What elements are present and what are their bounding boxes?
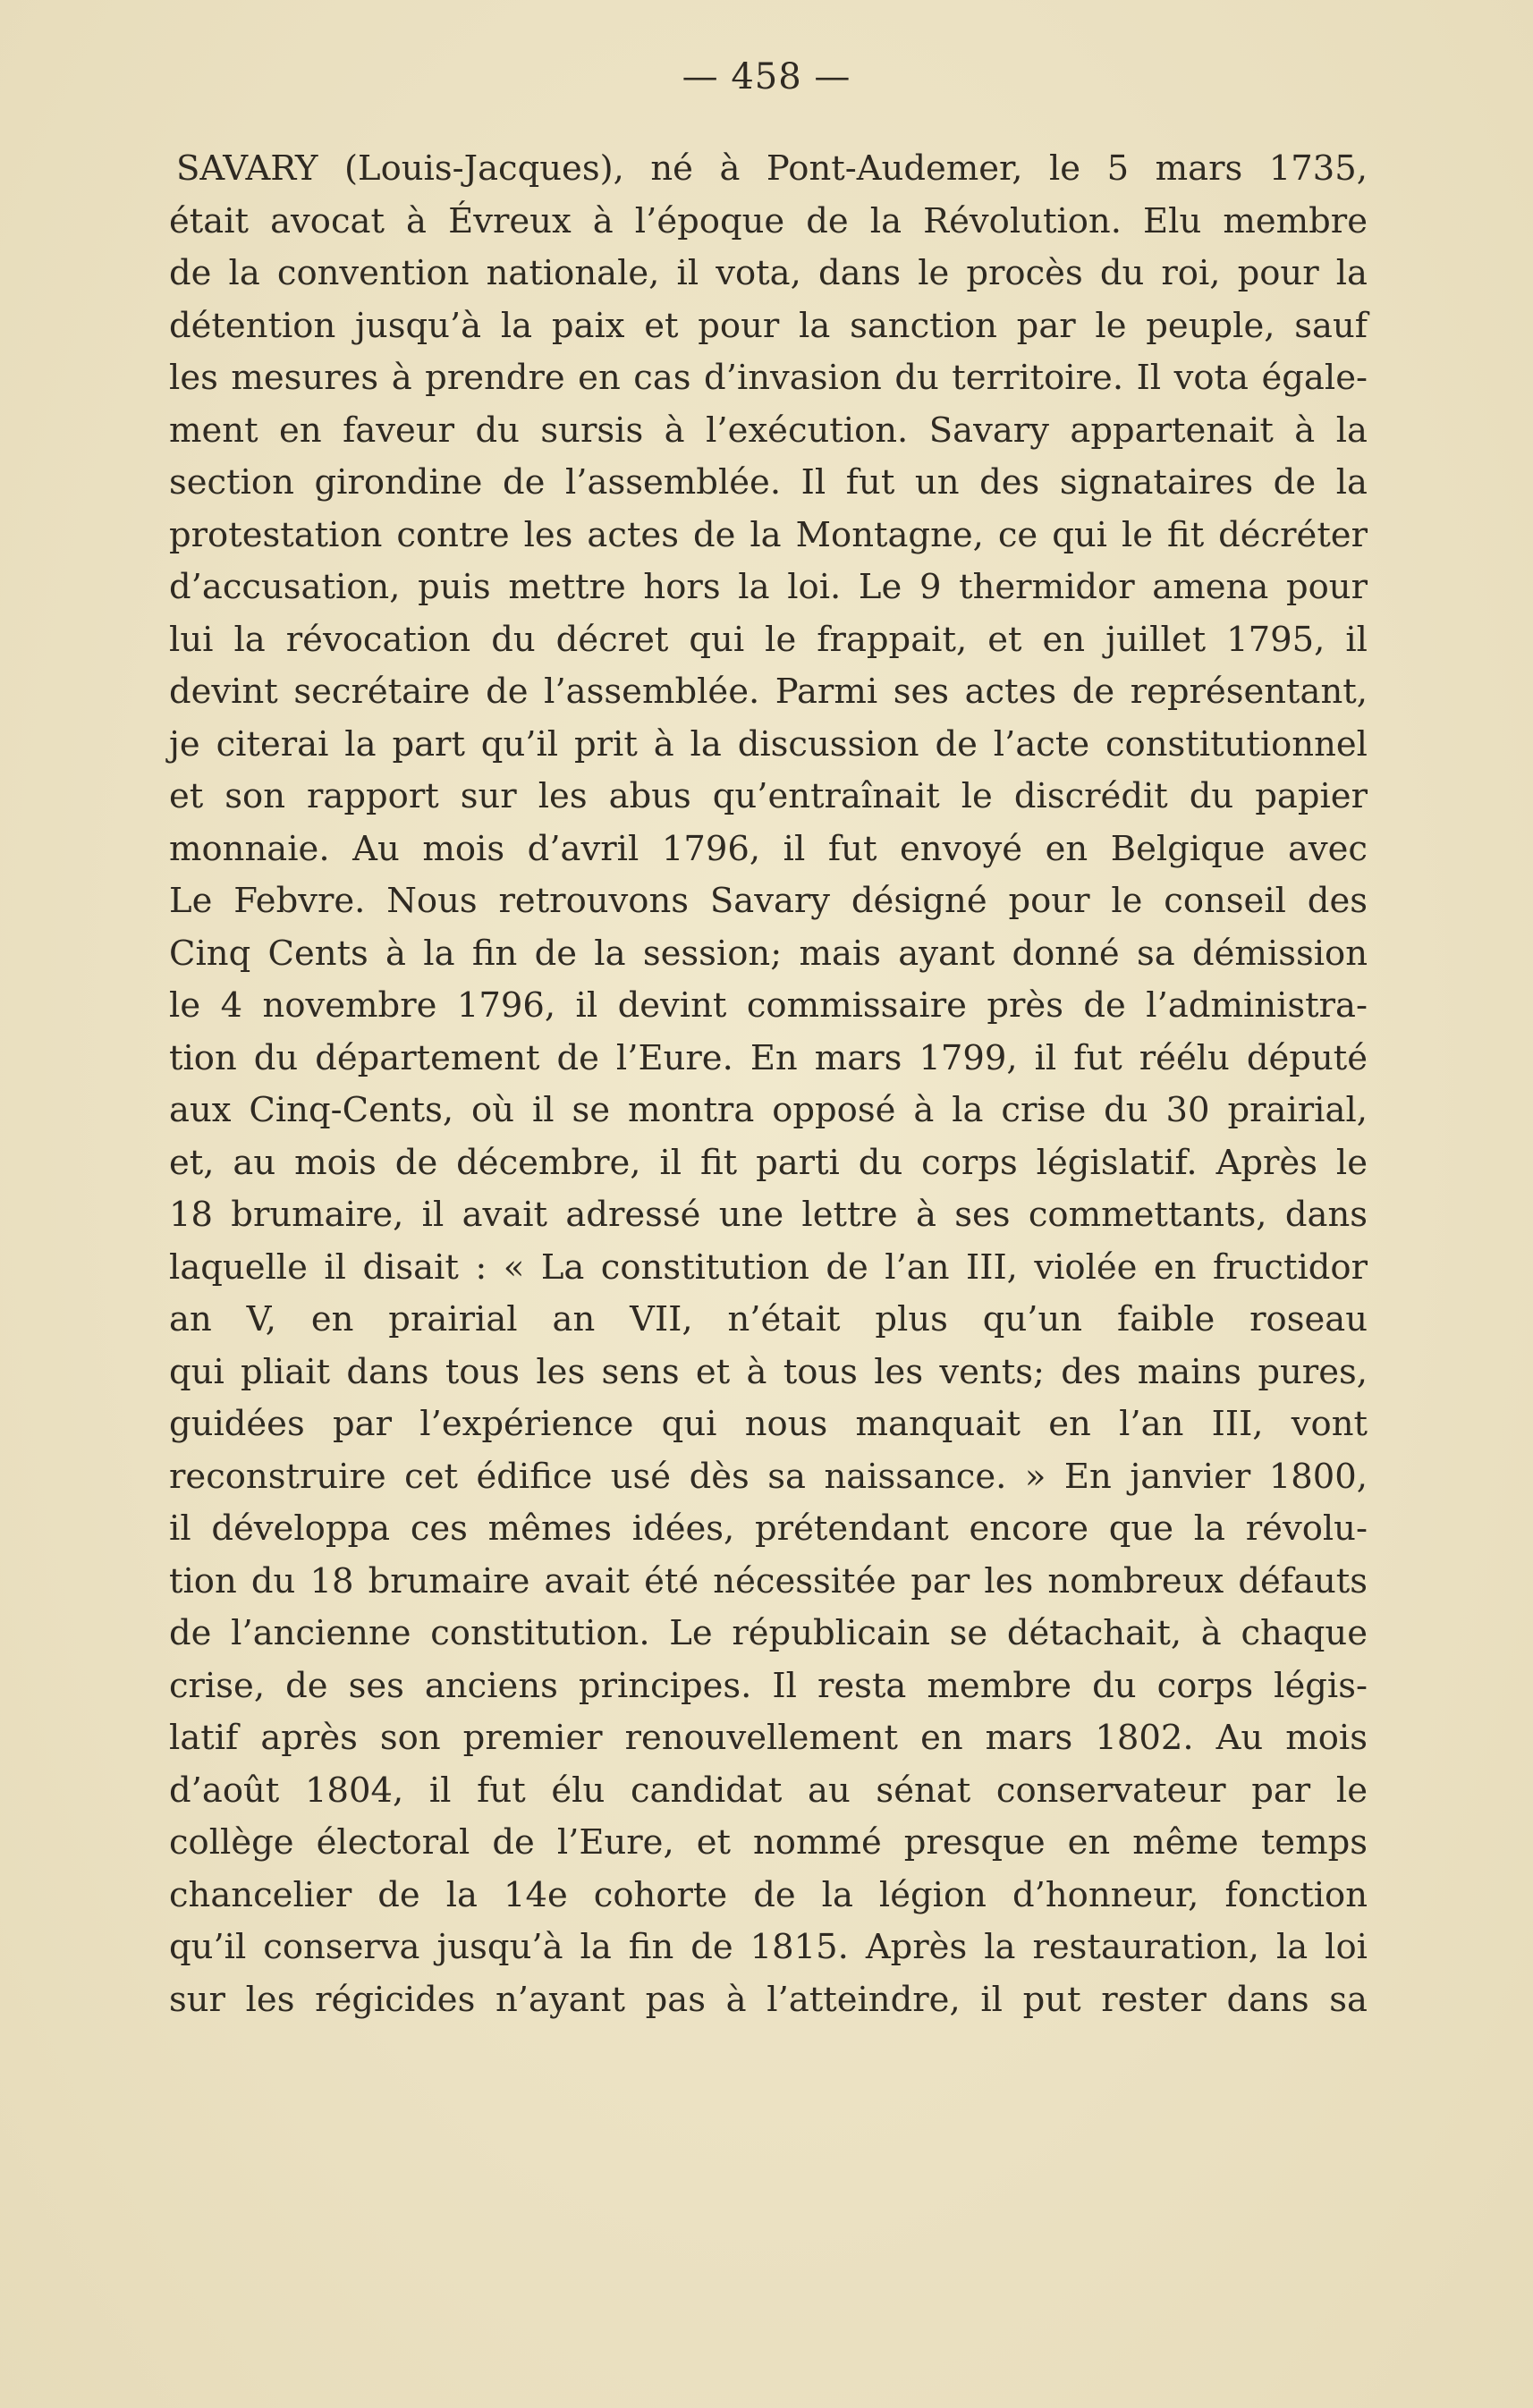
text-line: Le Febvre. Nous retrouvons Savary désigné pour le conseil des (169, 881, 1368, 921)
text-line: 18 brumaire, il avait adressé une lettre à ses commettants, dans (169, 1195, 1368, 1235)
body-text (169, 143, 1368, 2026)
text-line: devint secrétaire de l’assemblée. Parmi ses actes de représentant, (169, 672, 1368, 712)
text-line: d’accusation, puis mettre hors la loi. Le 9 thermidor amena pour (169, 567, 1368, 607)
text-line: tion du 18 brumaire avait été nécessitée par les nombreux défauts (169, 1560, 1368, 1601)
text-line: SAVARY (Louis-Jacques), né à Pont-Audemer, le 5 mars 1735, (176, 148, 1368, 189)
text-line: qui pliait dans tous les sens et à tous les vents; des mains pures, (169, 1351, 1368, 1392)
text-line: de l’ancienne constitution. Le républicain se détachait, à chaque (169, 1613, 1368, 1653)
text-line: crise, de ses anciens principes. Il resta membre du corps légis- (169, 1665, 1368, 1706)
text-line: an V, en prairial an VII, n’était plus qu’un faible roseau (169, 1299, 1368, 1339)
text-line: aux Cinq-Cents, où il se montra opposé à la crise du 30 prairial, (169, 1090, 1368, 1130)
text-line: tion du département de l’Eure. En mars 1799, il fut réélu député (169, 1037, 1368, 1078)
text-line: collège électoral de l’Eure, et nommé presque en même temps (169, 1822, 1368, 1863)
text-line: reconstruire cet édifice usé dès sa naissance. » En janvier 1800, (169, 1456, 1368, 1497)
text-line: qu’il conserva jusqu’à la fin de 1815. Après la restauration, la loi (169, 1927, 1368, 1967)
text-line: section girondine de l’assemblée. Il fut un des signataires de la (169, 462, 1368, 503)
text-line: et son rapport sur les abus qu’entraînait le discrédit du papier (169, 776, 1368, 816)
text-line: je citerai la part qu’il prit à la discussion de l’acte constitutionnel (169, 723, 1368, 765)
text-line: sur les régicides n’ayant pas à l’atteindre, il put rester dans sa (169, 1979, 1368, 2020)
text-line: lui la révocation du décret qui le frappait, et en juillet 1795, il (169, 619, 1368, 660)
text-line: il développa ces mêmes idées, prétendant encore que la révolu- (169, 1508, 1368, 1549)
text-line: les mesures à prendre en cas d’invasion du territoire. Il vota égale- (169, 358, 1368, 398)
text-line: et, au mois de décembre, il fit parti du corps législatif. Après le (169, 1142, 1368, 1183)
text-line: ment en faveur du sursis à l’exécution. Savary appartenait à la (169, 410, 1368, 451)
text-line: détention jusqu’à la paix et pour la sanction par le peuple, sauf (169, 305, 1368, 346)
text-line: monnaie. Au mois d’avril 1796, il fut envoyé en Belgique avec (169, 828, 1368, 869)
text-line: de la convention nationale, il vota, dans le procès du roi, pour la (169, 253, 1368, 293)
text-line: chancelier de la 14e cohorte de la légion d’honneur, fonction (169, 1874, 1368, 1915)
page-number: — 458 — (682, 56, 851, 97)
text-line: le 4 novembre 1796, il devint commissaire près de l’administra- (169, 985, 1368, 1026)
text-line: d’août 1804, il fut élu candidat au sénat conservateur par le (169, 1770, 1368, 1811)
text-line: latif après son premier renouvellement en mars 1802. Au mois (169, 1718, 1368, 1758)
text-line: protestation contre les actes de la Montagne, ce qui le fit décréter (169, 514, 1368, 555)
text-line: laquelle il disait : « La constitution de l’an III, violée en fructidor (169, 1246, 1368, 1288)
text-line: Cinq Cents à la fin de la session; mais ayant donné sa démission (169, 933, 1368, 974)
text-line: guidées par l’expérience qui nous manquait en l’an III, vont (169, 1404, 1368, 1444)
text-line: était avocat à Évreux à l’époque de la Révolution. Elu membre (169, 200, 1368, 241)
